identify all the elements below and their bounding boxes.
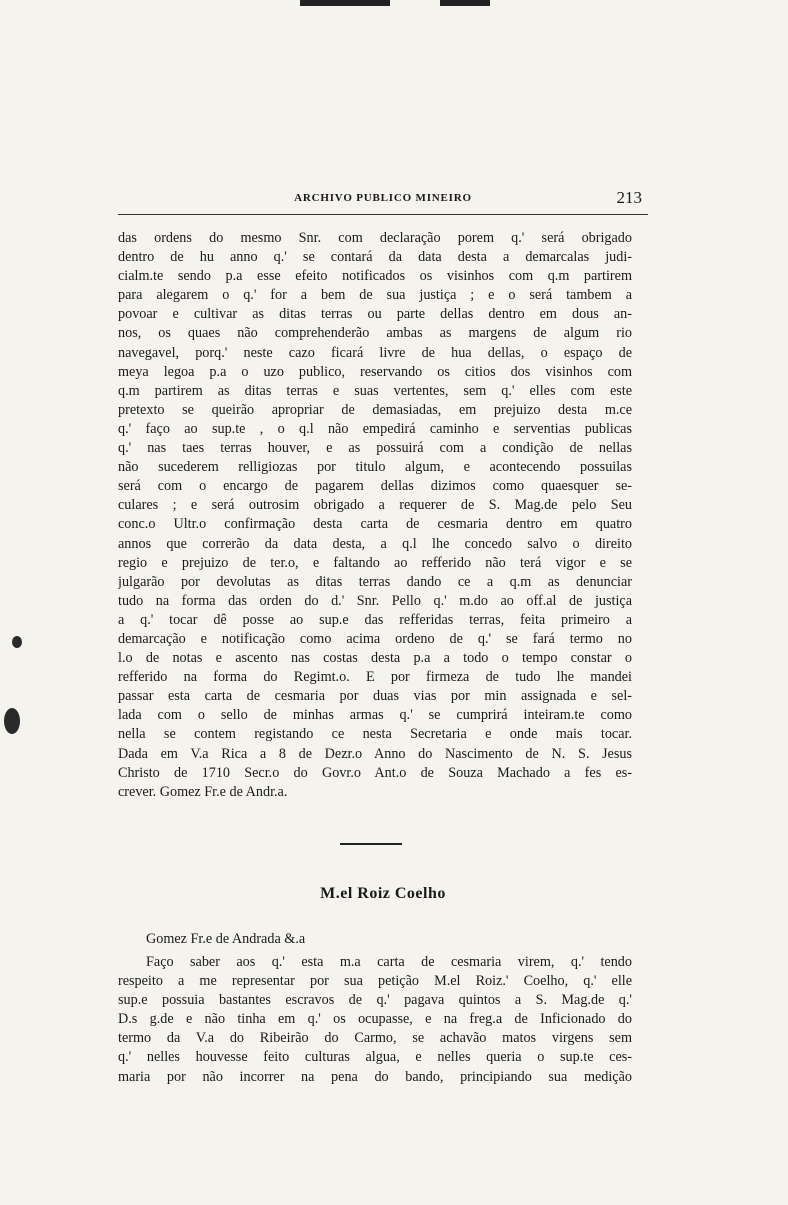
text-line: navegavel, porq.' neste cazo ficará livre de hua dellas, o espaço de: [118, 344, 632, 361]
text-line: q.' faço ao sup.te , o q.l não empedirá caminho e serventias publicas: [118, 420, 632, 437]
scan-edge-mark: [300, 0, 390, 6]
text-line: termo da V.a do Ribeirão do Carmo, se achavão matos virgens sem: [118, 1030, 632, 1047]
text-line: julgarão por devolutas as ditas terras dando ce a q.m as denunciar: [118, 573, 632, 590]
scan-edge-mark: [440, 0, 490, 6]
text-line: Christo de 1710 Secr.o do Govr.o Ant.o de Souza Machado a fes es-: [118, 764, 632, 781]
page-number: 213: [616, 188, 642, 207]
text-line: respeito a me representar por sua petição M.el Roiz.' Coelho, q.' elle: [118, 973, 632, 990]
text-line: nos, os quaes não comprehenderão ambas as margens de algum rio: [118, 325, 632, 342]
text-line: a q.' tocar dê posse ao sup.e das refferidas terras, feita primeiro a: [118, 611, 632, 628]
text-line: dentro de hu anno q.' se contará da data desta a demarcalas judi-: [118, 249, 632, 266]
text-line: passar esta carta de cesmaria por duas vias por min assignada e sel-: [118, 688, 632, 705]
text-line: meya legoa p.a o uzo publico, reservando os citios dos visinhos com: [118, 363, 632, 380]
text-line: regio e prejuizo de ter.o, e faltando ao refferido não terá vigor e se: [118, 554, 632, 571]
salutation-line: Gomez Fr.e de Andrada &.a: [146, 931, 306, 947]
text-line: q.' nelles houvesse feito culturas algua, e nelles queria o sup.te ces-: [118, 1049, 632, 1066]
text-line: lada com o sello de minhas armas q.' se cumprirá inteiram.te como: [118, 707, 632, 724]
text-line: demarcação e notificação como acima ordeno de q.' se fará termo no: [118, 630, 632, 647]
text-line: cialm.te sendo p.a esse efeito notificados os visinhos com q.m partirem: [118, 268, 632, 285]
text-line: Faço saber aos q.' esta m.a carta de cesmaria virem, q.' tendo: [146, 954, 632, 970]
text-line: das ordens do mesmo Snr. com declaração porem q.' será obrigado: [118, 230, 632, 246]
text-line: não sucederem relligiozas por titulo algum, e acontecendo possuilas: [118, 459, 632, 476]
running-header: [118, 190, 648, 215]
text-line: Dada em V.a Rica a 8 de Dezr.o Anno do Nascimento de N. S. Jesus: [118, 745, 632, 762]
text-line: culares ; e será outrosim obrigado a requerer de S. Mag.de pelo Seu: [118, 497, 632, 514]
text-line: tudo na forma das orden do d.' Snr. Pello q.' m.do ao off.al de justiça: [118, 592, 632, 609]
body-text: [118, 229, 632, 802]
section-divider: [340, 843, 402, 845]
running-title: ARCHIVO PUBLICO MINEIRO: [294, 192, 472, 204]
text-line: q.' nas taes terras houver, e as possuirá com a condição de nellas: [118, 440, 632, 457]
text-line: l.o de notas e ascento nas costas desta p.a a todo o tempo constar o: [118, 650, 632, 667]
text-line: para alegarem o q.' for a bem de sua justiça ; e o será tambem a: [118, 287, 632, 304]
text-line: annos que correrão da data desta, a q.l lhe concedo salvo o direito: [118, 535, 632, 552]
text-line: conc.o Ultr.o confirmação desta carta de cesmaria dentro em quatro: [118, 516, 632, 533]
text-line: crever. Gomez Fr.e de Andr.a.: [118, 783, 288, 800]
text-line: q.m partirem as ditas terras e suas vertentes, sem q.' elles com este: [118, 382, 632, 399]
text-line: refferido na forma do Regimt.o. E por firmeza de tudo lhe mandei: [118, 669, 632, 686]
ink-blot: [4, 708, 20, 734]
ink-blot: [12, 636, 22, 648]
text-line: maria por não incorrer na pena do bando, principiando sua medição: [118, 1068, 632, 1085]
text-line: será com o encargo de pagarem dellas dizimos como quaesquer se-: [118, 478, 632, 495]
text-line: pretexto se queirão apropriar de demasiadas, em prejuizo desta m.ce: [118, 401, 632, 418]
section-heading: M.el Roiz Coelho: [320, 885, 446, 902]
text-line: nella se contem registando ce nesta Secretaria e onde mais tocar.: [118, 726, 632, 743]
text-line: sup.e possuia bastantes escravos de q.' pagava quintos a S. Mag.de q.': [118, 992, 632, 1009]
text-line: D.s g.de e não tinha em q.' os ocupasse, e na freg.a de Inficionado do: [118, 1011, 632, 1028]
second-entry-text: [118, 929, 632, 1087]
text-line: povoar e cultivar as ditas terras ou parte dellas dentro em dous an-: [118, 306, 632, 323]
